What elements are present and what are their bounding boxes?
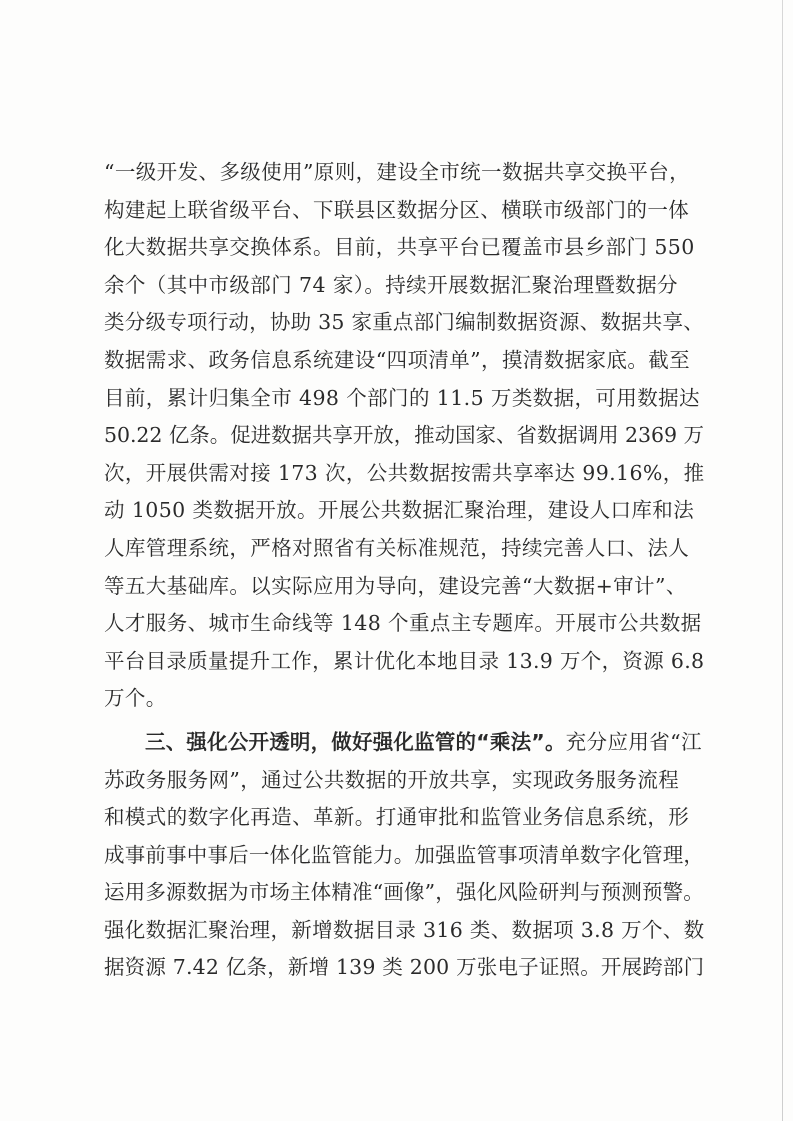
paragraph-2-line-6: 强化数据汇聚治理，新增数据目录 316 类、数据项 3.8 万个、数 [104,917,705,942]
paragraph-1-line-10: 动 1050 类数据开放。开展公共数据汇聚治理，建设人口库和法 [104,498,695,523]
section-heading: 三、强化公开透明，做好强化监管的“乘法”。 [145,729,566,754]
paragraph-1-line-2: 构建起上联省级平台、下联县区数据分区、横联市级部门的一体 [104,197,690,222]
paragraph-1-line-1: “一级开发、多级使用”原则，建设全市统一数据共享交换平台， [104,160,691,184]
paragraph-1-line-11: 人库管理系统，严格对照省有关标准规范，持续完善人口、法人 [104,535,690,560]
paragraph-1-line-6: 数据需求、政务信息系统建设“四项清单”，摸清数据家底。截至 [104,347,691,372]
scan-edge-line [782,0,783,1121]
paragraph-1 [104,154,704,718]
paragraph-2-first-line-text: 充分应用省“江 [565,729,702,754]
paragraph-2-first-line [104,724,704,762]
paragraph-1-line-15: 万个。 [104,686,167,711]
document-body [104,154,704,987]
paragraph-1-line-9: 次，开展供需对接 173 次，公共数据按需共享率达 99.16%，推 [104,460,705,485]
paragraph-2-line-4: 成事前事中事后一体化监管能力。加强监管事项清单数字化管理， [104,842,705,867]
paragraph-1-line-7: 目前，累计归集全市 498 个部门的 11.5 万类数据，可用数据达 [104,385,700,410]
paragraph-2-line-3: 和模式的数字化再造、革新。打通审批和监管业务信息系统，形 [104,805,690,830]
paragraph-1-line-13: 人才服务、城市生命线等 148 个重点主专题库。开展市公共数据 [104,611,702,636]
paragraph-1-line-4: 余个（其中市级部门 74 家）。持续开展数据汇聚治理暨数据分 [104,272,678,297]
paragraph-1-line-5: 类分级专项行动，协助 35 家重点部门编制数据资源、数据共享、 [104,310,705,335]
paragraph-1-line-14: 平台目录质量提升工作，累计优化本地目录 13.9 万个，资源 6.8 [104,648,705,673]
paragraph-2 [104,724,704,987]
paragraph-2-line-5: 运用多源数据为市场主体精准“画像”，强化风险研判与预测预警。 [104,880,704,905]
paragraph-2-line-7: 据资源 7.42 亿条，新增 139 类 200 万张电子证照。开展跨部门 [104,955,705,980]
paragraph-1-line-8: 50.22 亿条。促进数据共享开放，推动国家、省数据调用 2369 万 [104,423,704,448]
paragraph-1-line-12: 等五大基础库。以实际应用为导向，建设完善“大数据+审计”、 [104,573,687,598]
paragraph-1-line-3: 化大数据共享交换体系。目前，共享平台已覆盖市县乡部门 550 [104,235,695,260]
paragraph-2-line-2: 苏政务服务网”，通过公共数据的开放共享，实现政务服务流程 [104,767,680,792]
